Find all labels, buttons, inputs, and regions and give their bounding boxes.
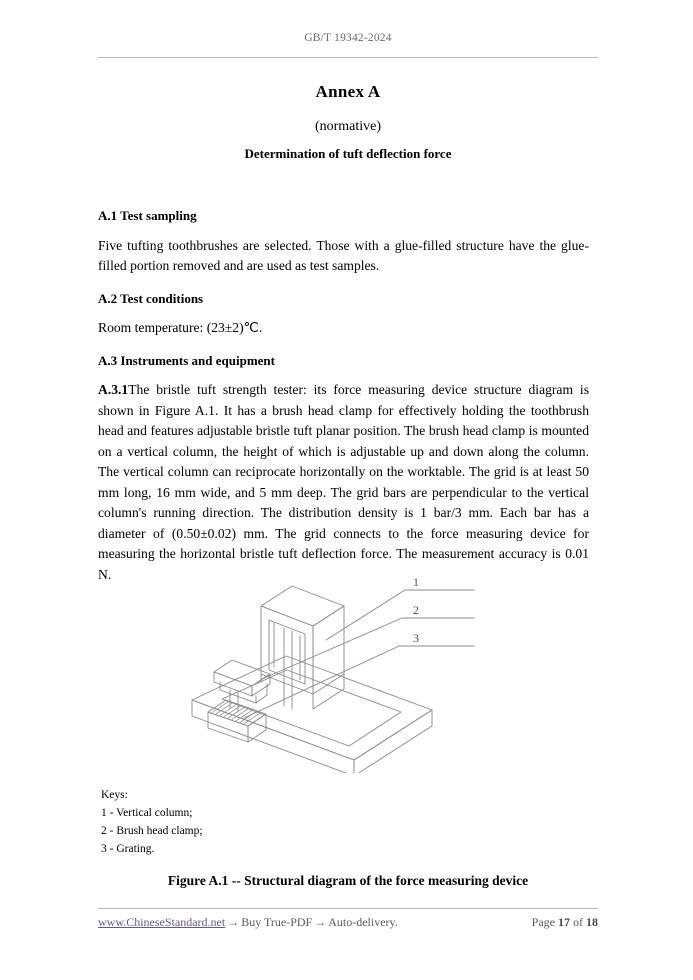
page-indicator xyxy=(532,915,598,930)
arrow-right-icon-1: → xyxy=(227,915,240,929)
document-body xyxy=(98,208,589,585)
base-front-face xyxy=(192,700,354,773)
callout-label-1: 1 xyxy=(412,578,419,589)
page-word: Page xyxy=(531,915,555,929)
page-total: 18 xyxy=(586,915,598,929)
page-number: 17 xyxy=(558,915,570,929)
footer-promo xyxy=(98,915,398,930)
running-header: GB/T 19342-2024 xyxy=(304,32,392,44)
clause-a31 xyxy=(98,380,589,585)
header-divider xyxy=(98,57,598,58)
force-measuring-device-diagram xyxy=(174,578,514,773)
footer-divider xyxy=(98,908,598,909)
section-heading-a3: A.3 Instruments and equipment xyxy=(98,352,275,368)
callout-label-2: 2 xyxy=(412,603,419,617)
annex-subject-title: Determination of tuft deflection force xyxy=(244,146,452,161)
leader-line-2 xyxy=(262,618,474,679)
footer-url-link[interactable]: www.ChineseStandard.net xyxy=(98,915,226,929)
section-heading-a1: A.1 Test sampling xyxy=(98,208,197,223)
arrow-right-icon-2: → xyxy=(314,915,327,929)
annex-title: Annex A xyxy=(315,82,381,101)
clause-a31-body: The bristle tuft strength tester: its force measuring device structure diagram is shown in Figure A.1. It has a brush head clamp for effectively holding the toothbrush head and features adjustable bristle tuft planar position. The brush head clamp is mounted on a vertical column, the height of which is adjustable up and down along the column. The vertical column can reciprocate horizontally on the worktable. The grid is at least 50 mm long, 16 mm wide, and 5 mm deep. The grid bars are perpendicular to the vertical column's running direction. The distribution density is 1 bar/3 mm. Each bar has a diameter of (0.50±0.02) mm. The grid connects to the force measuring device for measuring the horizontal bristle tuft deflection force. The measurement accuracy is 0.01 N. xyxy=(98,382,589,582)
annex-normative-label: (normative) xyxy=(314,119,382,134)
leader-line-3 xyxy=(244,646,474,718)
section-heading-a2: A.2 Test conditions xyxy=(98,290,204,306)
clause-a31-label: A.3.1 xyxy=(98,382,129,398)
column-top-face xyxy=(261,586,344,626)
figure-a1 xyxy=(98,578,589,773)
key-item-3: 3 - Grating. xyxy=(101,843,155,855)
footer-promo-tail: Auto-delivery. xyxy=(328,915,398,929)
figure-keys xyxy=(101,786,501,858)
of-word: of xyxy=(573,915,583,929)
section-body-a1: Five tufting toothbrushes are selected. Those with a glue-filled structure have the glue-filled portion removed and are used as test samples. xyxy=(98,237,589,274)
leader-line-1 xyxy=(326,590,474,640)
key-item-1: 1 - Vertical column; xyxy=(101,807,193,819)
page-footer xyxy=(98,915,598,930)
section-body-a2: Room temperature: (23±2)℃. xyxy=(98,320,263,336)
keys-title: Keys: xyxy=(101,789,128,801)
base-right-face xyxy=(354,710,432,773)
callout-label-3: 3 xyxy=(412,631,419,645)
footer-promo-mid: Buy True-PDF xyxy=(241,915,313,929)
figure-caption: Figure A.1 -- Structural diagram of the force measuring device xyxy=(167,873,529,888)
key-item-2: 2 - Brush head clamp; xyxy=(101,825,203,837)
